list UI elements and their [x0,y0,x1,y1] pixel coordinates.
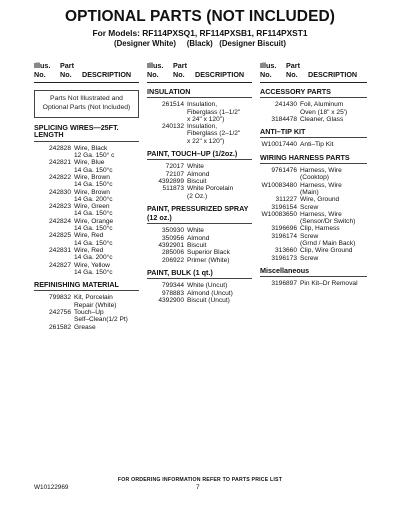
part-description [300,280,367,287]
part-number: 978883 [161,289,184,297]
part-row [34,159,139,174]
description-line: Harness, Wire [300,181,342,189]
part-number: 242822 [48,173,71,181]
list-insulation [147,101,252,145]
illus-label: Illus. [34,61,51,70]
part-row [260,182,367,197]
part-row [147,257,252,264]
part-description [300,233,367,248]
part-number: 9761476 [271,167,297,175]
part-number: 4392900 [158,296,184,304]
part-row [147,242,252,249]
part-row [34,218,139,233]
no-label: No. [34,70,46,79]
part-number: 799344 [161,282,184,290]
part-description [187,227,252,234]
part-number: 242756 [48,309,71,317]
part-row [260,116,367,123]
part-row [34,262,139,277]
part-description [74,262,139,277]
part-description [74,203,139,218]
list-bulk-paint [147,282,252,304]
description-line: Wire, Black [74,144,108,152]
part-row [34,232,139,247]
description-line: Almond (Uncut) [187,289,233,297]
part-row [147,249,252,256]
part-description [300,255,367,262]
part-description [74,309,139,324]
part-row [147,290,252,297]
part-number: W10017440 [261,141,297,149]
part-label: Part [286,61,300,70]
part-row [147,297,252,304]
description-line: Wire, Blue [74,159,105,167]
part-number: W10083480 [261,181,297,189]
part-number: 511873 [162,185,184,193]
part-description [187,123,252,145]
description-line: White Porcelain [187,185,234,193]
part-description [187,257,252,264]
part-row [260,233,367,248]
part-number: 313660 [274,247,297,255]
description-line: Wire, Orange [74,217,114,225]
list-anti-tip [260,141,367,148]
part-description [74,294,139,309]
description-line: Harness, Wire [300,167,342,175]
description-line: 14 Ga. 150°c [74,166,113,174]
part-description [300,196,367,203]
parts-column-2 [147,86,252,304]
list-spray-paint [147,227,252,263]
description-line: Wire, Green [74,203,110,211]
description-line: Biscuit [187,242,207,250]
description-line: 14 Ga. 200°c [74,195,113,203]
part-row [34,324,139,331]
part-description [74,232,139,247]
part-row [147,163,252,170]
part-number: 242828 [48,144,71,152]
description-line: Wire, Ground [300,196,340,204]
page-number: 7 [196,484,200,491]
part-row [260,211,367,226]
header-divider [260,82,367,83]
part-number: 242821 [48,159,71,167]
section-title-splicing: SPLICING WIRES—25FT. LENGTH [34,124,139,142]
part-number: 3184478 [271,115,297,123]
description-line: x 24" x 120") [187,115,225,123]
description-line: x 22" x 120") [187,137,225,145]
list-wiring-harness [260,167,367,262]
description-line: White (Uncut) [187,282,228,290]
description-line: Biscuit (Uncut) [187,296,230,304]
description-line: 12 Ga. 150° c [74,152,115,160]
description-line: (Main) [300,188,319,196]
part-row [260,255,367,262]
part-row [260,225,367,232]
part-description [187,290,252,297]
parts-column-3 [260,86,367,288]
description-label: DESCRIPTION [308,70,358,79]
part-row [147,185,252,200]
model-list: For Models: RF114PXSQ1, RF114PXSB1, RF114PXST1 [92,28,308,38]
part-description [300,204,367,211]
description-line: Almond [187,234,210,242]
part-description [74,159,139,174]
part-description [74,324,139,331]
list-refinishing [34,294,139,330]
description-line: Wire, Brown [74,188,110,196]
part-description [300,247,367,254]
description-line: Screw [300,254,319,262]
part-description [187,282,252,289]
description-line: 14 Ga. 150°c [74,268,113,276]
part-description [74,174,139,189]
part-number: 242823 [48,203,71,211]
description-line: (Grnd / Main Back) [300,240,356,248]
description-line: Harness, Wire [300,210,342,218]
description-line: Wire, Yellow [74,261,110,269]
part-row [147,178,252,185]
page-title: OPTIONAL PARTS (NOT INCLUDED) [64,8,336,25]
description-line: Almond [187,170,210,178]
no-label: No. [173,70,185,79]
description-line: Wire, Red [74,246,104,254]
part-description [187,249,252,256]
description-line: 14 Ga. 150°c [74,181,113,189]
part-row [260,141,367,148]
part-label: Part [173,61,187,70]
part-number: 3196154 [271,203,297,211]
part-number: 4392901 [158,242,184,250]
section-title-insulation: INSULATION [147,88,252,98]
description-line: 14 Ga. 200°c [74,254,113,262]
list-accessory [260,101,367,123]
description-line: Wire, Brown [74,173,110,181]
description-line: Cleaner, Glass [300,115,344,123]
description-line: 14 Ga. 150°c [74,239,113,247]
description-line: Self–Clean(1/2 Pt) [74,316,128,324]
description-line: Pin Kit–Dr Removal [300,280,358,288]
part-description [187,178,252,185]
part-description [300,182,367,197]
no-label: No. [260,70,272,79]
part-row [34,174,139,189]
part-number: 241430 [274,101,297,109]
illus-label: Illus. [260,61,277,70]
no-label: No. [147,70,159,79]
list-miscellaneous [260,280,367,287]
description-line: Insulation, [187,123,218,131]
description-line: Touch–Up [74,309,104,317]
description-line: Fiberglass (1–1/2" [187,108,241,116]
description-line: White [187,227,204,235]
description-line: Fiberglass (2–1/2" [187,130,241,138]
description-label: DESCRIPTION [82,70,132,79]
part-label: Part [60,61,74,70]
part-number: 242827 [48,261,71,269]
section-subtitle-spray-paint: (12 oz.) [147,214,252,224]
description-line: Screw [300,232,319,240]
description-line: White [187,163,204,171]
part-number: 799832 [48,294,71,302]
description-line: Superior Black [187,249,230,257]
part-number: 242824 [48,217,71,225]
part-description [187,235,252,242]
header-divider [147,82,252,83]
description-line: Insulation, [187,101,218,109]
part-number: 3196174 [271,232,297,240]
section-title-touch-up-paint: PAINT, TOUCH–UP (1/2oz.) [147,150,252,160]
part-description [300,101,367,116]
part-number: 4392899 [158,177,184,185]
header-divider [34,82,139,83]
part-description [300,225,367,232]
part-row [34,203,139,218]
not-illustrated-note: Parts Not Illustrated and Optional Parts (Not Included) [34,90,139,118]
description-line: Primer (White) [187,256,230,264]
ordering-info-note: FOR ORDERING INFORMATION REFER TO PARTS PRICE LIST [117,477,283,483]
description-line: (Cooktop) [300,174,329,182]
description-label: DESCRIPTION [195,70,245,79]
part-description [187,297,252,304]
part-row [147,171,252,178]
model-variants: (Designer White) (Black) (Designer Biscuit) [114,39,286,48]
document-code: W10122969 [34,484,69,491]
part-number: 242831 [48,246,71,254]
description-line: Clip, Harness [300,225,340,233]
section-title-accessory: ACCESSORY PARTS [260,88,367,98]
part-description [187,171,252,178]
part-description [74,189,139,204]
section-title-bulk-paint: PAINT, BULK (1 qt.) [147,269,252,279]
description-line: Screw [300,203,319,211]
description-line: Repair (White) [74,301,117,309]
section-title-spray-paint: PAINT, PRESSURIZED SPRAY [147,203,249,213]
part-description [187,185,252,200]
part-row [34,145,139,160]
section-title-wiring-harness: WIRING HARNESS PARTS [260,154,367,164]
part-row [34,189,139,204]
illus-label: Illus. [147,61,164,70]
description-line: Kit, Porcelain [74,294,113,302]
no-label: No. [286,70,298,79]
part-row [147,123,252,145]
part-description [187,242,252,249]
part-number: 72107 [165,170,184,178]
part-number: 72017 [165,163,184,171]
description-line: Grease [74,323,96,331]
part-number: 3196696 [271,225,297,233]
section-title-anti-tip: ANTI–TIP KIT [260,128,367,138]
description-line: Foil, Aluminum [300,101,344,109]
part-description [300,116,367,123]
part-number: W10083650 [261,210,297,218]
part-number: 261514 [161,101,184,109]
part-row [34,309,139,324]
part-description [187,101,252,123]
description-line: 14 Ga. 150°c [74,210,113,218]
part-description [74,145,139,160]
part-row [147,227,252,234]
section-title-refinishing: REFINISHING MATERIAL [34,281,139,291]
part-row [260,204,367,211]
part-row [34,294,139,309]
section-title-miscellaneous: Miscellaneous [260,267,367,277]
list-touch-up-paint [147,163,252,199]
part-number: 350930 [161,227,184,235]
part-row [260,280,367,287]
part-description [74,218,139,233]
part-description [300,167,367,182]
description-line: Biscuit [187,177,207,185]
part-number: 3196897 [271,280,297,288]
description-line: (Sensor/Dr Switch) [300,218,356,226]
parts-column-1 [34,86,139,331]
part-number: 311227 [275,196,297,204]
no-label: No. [60,70,72,79]
part-description [300,141,367,148]
description-line: (2 Oz.) [187,192,208,200]
part-row [260,196,367,203]
part-number: 240132 [161,123,184,131]
part-number: 350956 [161,234,184,242]
part-number: 261582 [48,323,71,331]
part-row [147,282,252,289]
part-description [74,247,139,262]
description-line: Clip, Wire Ground [300,247,353,255]
part-row [260,167,367,182]
description-line: 14 Ga. 150°c [74,225,113,233]
part-number: 242830 [48,188,71,196]
part-row [260,247,367,254]
part-number: 242825 [48,232,71,240]
description-line: Anti–Tip Kit [300,141,334,149]
part-number: 206922 [161,256,184,264]
part-row [34,247,139,262]
part-number: 285006 [161,249,184,257]
description-line: Oven (18" x 25') [300,108,348,116]
description-line: Wire, Red [74,232,104,240]
part-description [187,163,252,170]
part-row [147,235,252,242]
part-description [300,211,367,226]
part-number: 3196173 [271,254,297,262]
part-row [260,101,367,116]
list-splicing [34,145,139,276]
part-row [147,101,252,123]
